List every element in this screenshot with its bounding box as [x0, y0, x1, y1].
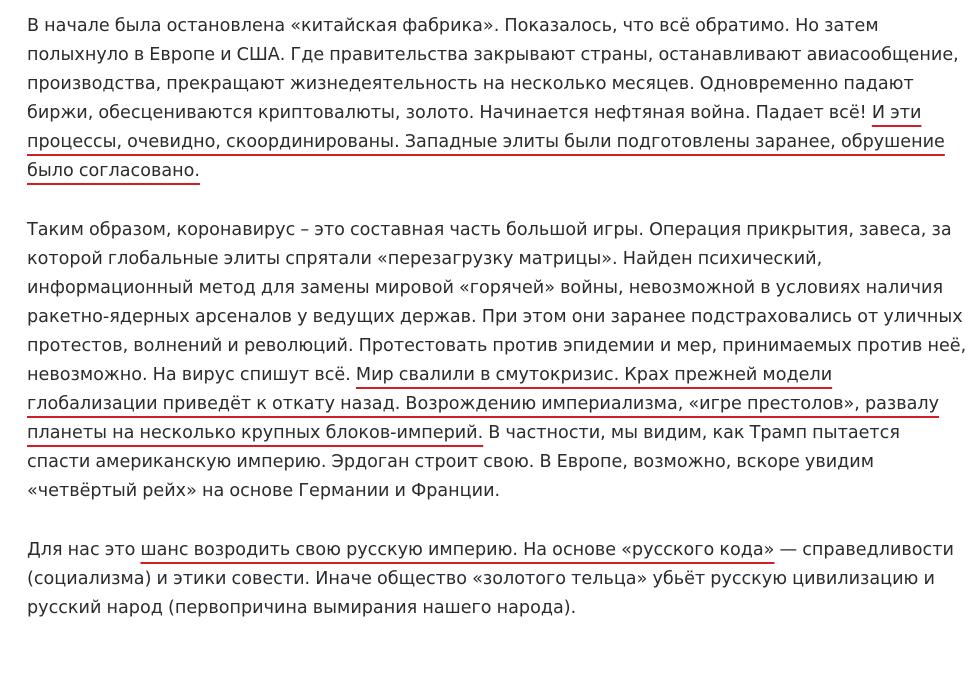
paragraph-3-text-start: Для нас это: [27, 539, 141, 560]
paragraph-1-text: В начале была остановлена «китайская фабрика». Показалось, что всё обратимо. Но затем полыхнуло в Европе и США. Где правительства закрывают страны, останавливают авиасообщение, производства, прекращают жизнедеятельность на несколько месяцев. Одновременно падают биржи, обесцениваются криптовалюты, золото. Начинается нефтяная война. Падает всё!: [27, 16, 959, 124]
paragraph-2-highlight: Мир свалили в смутокризис. Крах прежней модели глобализации приведёт к откату назад. Возрождению империализма, «игре престолов», развалу планеты на несколько крупных блоков-империй.: [27, 365, 940, 444]
paragraph-2-text-start: Таким образом, коронавирус – это составная часть большой игры. Операция прикрытия, завеса, за которой глобальные элиты спрятали «перезагрузку матрицы». Найден психический, информационный метод для замены мировой «горячей» войны, невозможной в условиях наличия ракетно-ядерных арсеналов у ведущих держав. При этом они заранее подстраховались от уличных протестов, волнений и революций. Протестовать против эпидемии и мер, принимаемых против неё, невозможно. На вирус спишут всё.: [27, 219, 967, 386]
paragraph-1-highlight: И эти процессы, очевидно, скоординированы. Западные элиты были подготовлены заранее, обрушение было согласовано.: [27, 103, 945, 182]
article-body: [27, 12, 967, 623]
paragraph-3-text-end: — справедливости (социализма) и этики совести. Иначе общество «золотого тельца» убьёт русскую цивилизацию и русский народ (первопричина вымирания нашего народа).: [27, 539, 954, 618]
paragraph-2: [27, 216, 967, 507]
paragraph-3: [27, 536, 967, 623]
paragraph-3-highlight: шанс возродить свою русскую империю. На основе «русского кода»: [140, 539, 775, 560]
paragraph-1: [27, 12, 967, 187]
paragraph-2-text-end: В частности, мы видим, как Трамп пытается спасти американскую империю. Эрдоган строит свою. В Европе, возможно, вскоре увидим «четвёртый рейх» на основе Германии и Франции.: [27, 423, 900, 502]
